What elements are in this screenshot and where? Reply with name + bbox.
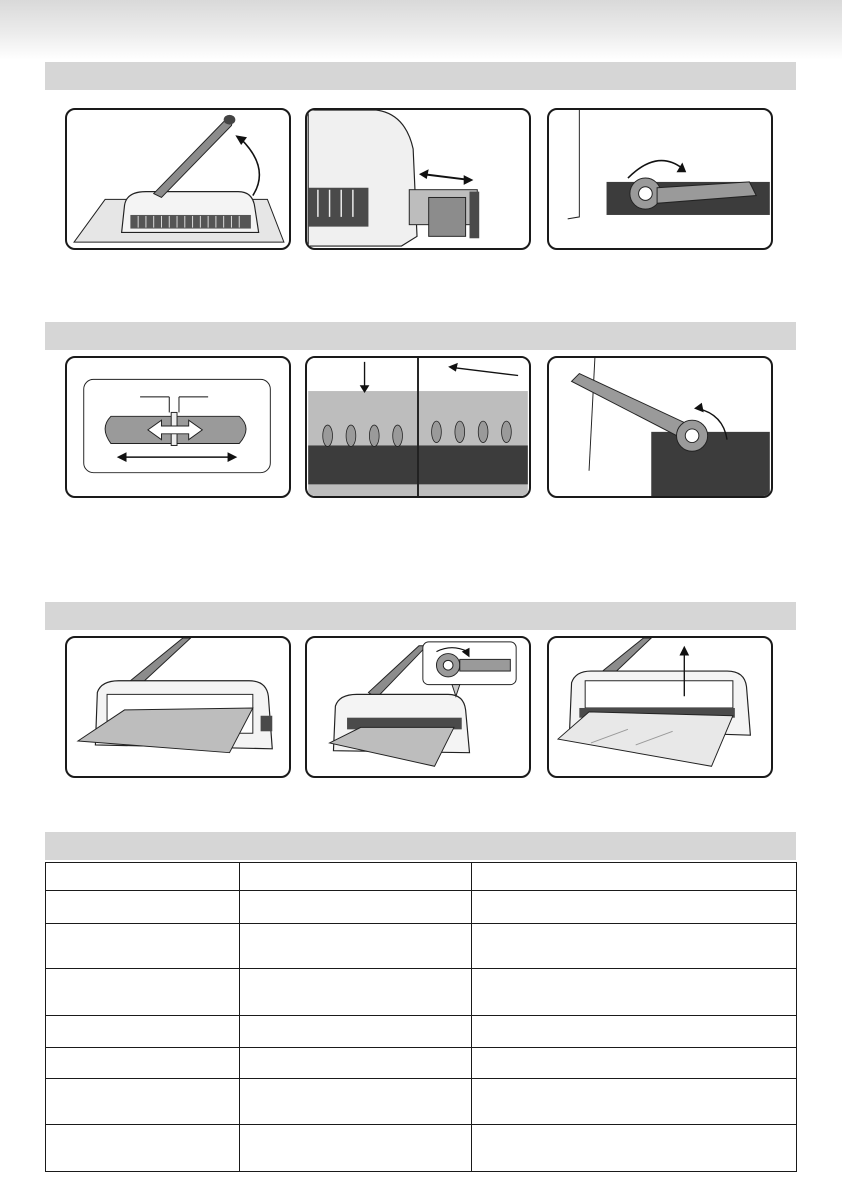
table-row — [46, 924, 797, 969]
table-cell — [472, 1079, 797, 1125]
table-cell — [240, 1125, 472, 1172]
section-header-setup — [45, 62, 796, 90]
table-cell — [46, 1125, 240, 1172]
illustration-lever-rotate-back — [547, 356, 773, 498]
table-cell — [472, 924, 797, 969]
table-cell — [240, 891, 472, 924]
table-cell — [240, 969, 472, 1016]
table-cell — [46, 1048, 240, 1079]
table-cell — [240, 863, 472, 891]
table-cell — [472, 1125, 797, 1172]
table-cell — [472, 1016, 797, 1048]
spec-table — [45, 862, 797, 1172]
table-row — [46, 1016, 797, 1048]
table-row — [46, 1079, 797, 1125]
table-cell — [240, 1079, 472, 1125]
illustration-lever-rotate-forward — [547, 108, 773, 250]
illustration-remove-document — [547, 636, 773, 778]
table-cell — [46, 969, 240, 1016]
illustration-punch-lever — [305, 636, 531, 778]
table-cell — [472, 863, 797, 891]
rotate-arrow-icon — [628, 161, 682, 178]
table-row — [46, 1125, 797, 1172]
table-row — [46, 891, 797, 924]
illustration-width-adjust — [305, 108, 531, 250]
illustration-lever-raise — [65, 108, 291, 250]
double-arrow-icon — [423, 174, 470, 180]
table-cell — [472, 891, 797, 924]
table-cell — [240, 1016, 472, 1048]
table-row — [46, 863, 797, 891]
table-cell — [46, 863, 240, 891]
section-header-specifications — [45, 832, 796, 860]
table-cell — [472, 969, 797, 1016]
table-row — [46, 969, 797, 1016]
section-header-adjust — [45, 322, 796, 350]
illustration-width-selector — [65, 356, 291, 498]
table-cell — [46, 1016, 240, 1048]
table-cell — [240, 1048, 472, 1079]
section-header-binding — [45, 602, 796, 630]
illustration-comb-insert — [305, 356, 531, 498]
table-row — [46, 1048, 797, 1079]
illustration-paper-insert — [65, 636, 291, 778]
table-cell — [46, 1079, 240, 1125]
table-cell — [472, 1048, 797, 1079]
table-cell — [240, 924, 472, 969]
header-gradient-band — [0, 0, 842, 60]
table-cell — [46, 924, 240, 969]
table-cell — [46, 891, 240, 924]
arrow-up-curve-icon — [241, 139, 259, 195]
